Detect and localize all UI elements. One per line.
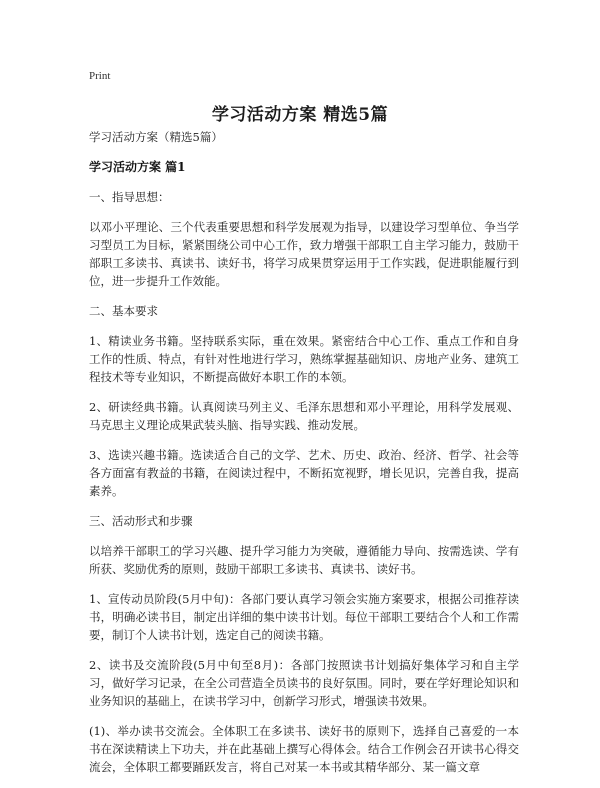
- paragraph-stage-2-item-1: (1)、举办读书交流会。全体职工在多读书、读好书的原则下，选择自己喜爱的一本书在深读精读上下功夫，并在此基础上撰写心得体会。结合工作例会召开读书心得交流会，全体职工都要踊跃发言，将自己对某一本书或其精华部分、某一篇文章: [89, 724, 519, 774]
- paragraph-requirement-1: 1、精读业务书籍。坚持联系实际，重在效果。紧密结合中心工作、重点工作和自身工作的性质、特点，有针对性地进行学习，熟练掌握基础知识、房地产业务、建筑工程技术等专业知识，不断提高做好本职工作的本领。: [89, 334, 519, 384]
- paragraph-stage-2: 2、读书及交流阶段(5月中旬至8月)：各部门按照读书计划搞好集体学习和自主学习，做好学习记录，在全公司营造全员读书的良好氛围。同时，要在学好理论知识和业务知识的基础上，在读书学习中，创新学习形式，增强读书效果。: [89, 658, 519, 708]
- heading-guiding-ideology: 一、指导思想：: [89, 190, 170, 204]
- heading-basic-requirements: 二、基本要求: [89, 304, 158, 318]
- print-link[interactable]: Print: [89, 70, 111, 82]
- document-subtitle: 学习活动方案（精选5篇）: [89, 130, 223, 144]
- section-title: 学习活动方案 篇1: [89, 160, 186, 174]
- document-title: 学习活动方案 精选5篇: [211, 105, 389, 125]
- paragraph-stage-1: 1、宣传动员阶段(5月中旬)：各部门要认真学习领会实施方案要求，根据公司推荐读书，明确必读书目，制定出详细的集中读书计划。每位干部职工要结合个人和工作需要，制订个人读书计划，选定自己的阅读书籍。: [89, 592, 519, 642]
- paragraph-requirement-2: 2、研读经典书籍。认真阅读马列主义、毛泽东思想和邓小平理论，用科学发展观、马克思主义理论成果武装头脑、指导实践、推动发展。: [89, 400, 519, 432]
- paragraph-requirement-3: 3、选读兴趣书籍。选读适合自己的文学、艺术、历史、政治、经济、哲学、社会等各方面富有教益的书籍，在阅读过程中，不断拓宽视野，增长见识，完善自我，提高素养。: [89, 448, 519, 498]
- heading-activity-steps: 三、活动形式和步骤: [89, 514, 193, 528]
- document-body: [89, 128, 519, 788]
- paragraph-guiding-ideology: 以邓小平理论、三个代表重要思想和科学发展观为指导，以建设学习型单位、争当学习型员工为目标，紧紧围绕公司中心工作，致力增强干部职工自主学习能力，鼓励干部职工多读书、真读书、读好书，将学习成果贯穿运用于工作实践，促进职能履行到位，进一步提升工作效能。: [89, 220, 519, 288]
- paragraph-activity-intro: 以培养干部职工的学习兴趣、提升学习能力为突破，遵循能力导向、按需选读、学有所获、奖励优秀的原则，鼓励干部职工多读书、真读书、读好书。: [89, 544, 519, 576]
